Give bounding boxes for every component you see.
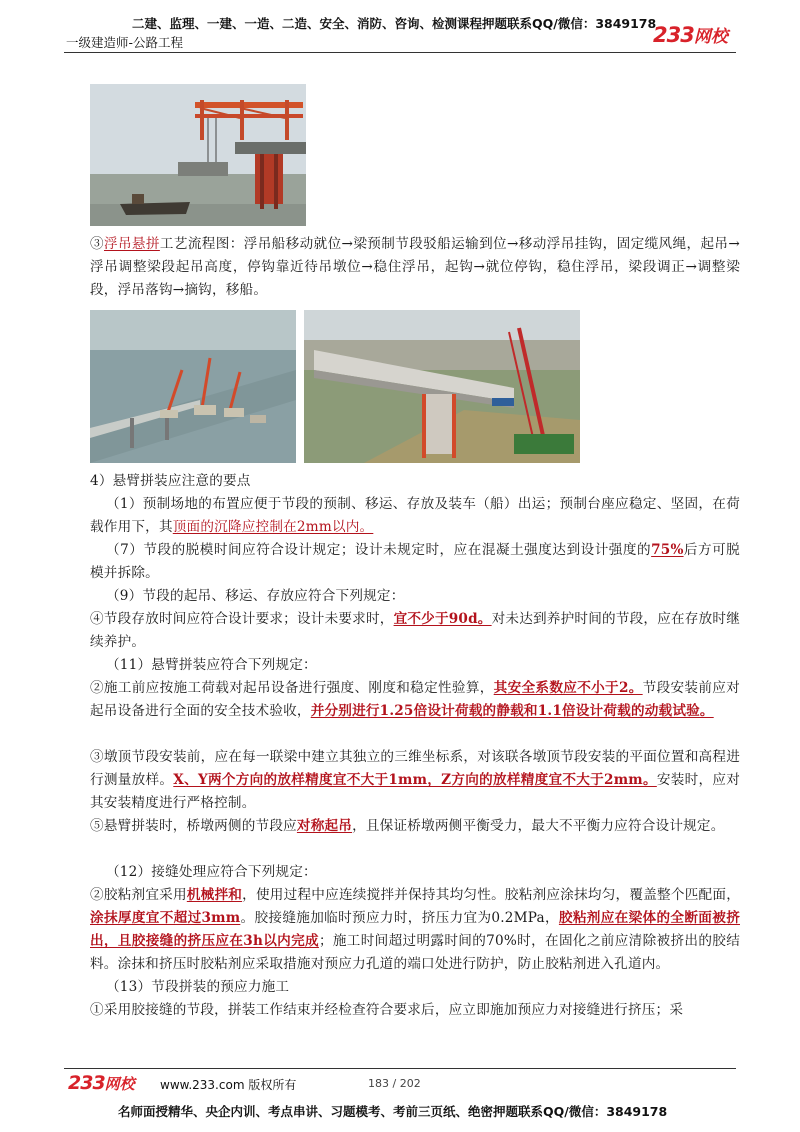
paragraph-item-9: （9）节段的起吊、移运、存放应符合下列规定： xyxy=(106,588,405,604)
photo-floating-crane-lift xyxy=(90,84,306,226)
paragraph-item-11-5: ⑤悬臂拼装时，桥墩两侧的节段应对称起吊，且保证桥墩两侧平衡受力，最大不平衡力应符合设计规定。 xyxy=(90,818,725,834)
highlight-symmetric-lift: 对称起吊 xyxy=(296,818,353,834)
footer-promo: 名师面授精华、央企内训、考点串讲、习题模考、考前三页纸、绝密押题联系QQ/微信：3849178 xyxy=(118,1104,668,1119)
paragraph-item-11: （11）悬臂拼装应符合下列规定： xyxy=(106,657,317,673)
paragraph-item-11-3: ③墩顶节段安装前，应在每一联梁中建立其独立的三维坐标系，对该联各墩顶节段安装的平面位置和高程进行测量放样。X、Y两个方向的放样精度宜不大于1mm，Z方向的放样精度宜不大于2mm。安装时，应对其安装精度进行严格控制。 xyxy=(90,749,741,811)
highlight-90d: 宜不少于90d。 xyxy=(393,611,492,627)
paragraph-item-11-2: ②施工前应按施工荷载对起吊设备进行强度、刚度和稳定性验算，其安全系数应不小于2。节段安装前应对起吊设备进行全面的安全技术验收，并分别进行1.25倍设计荷载的静载和1.1倍设计荷载的动载试验。 xyxy=(90,680,740,719)
footer-divider xyxy=(64,1068,736,1069)
highlight-thickness: 涂抹厚度宜不超过3mm xyxy=(90,910,241,926)
paragraph-item-13-1: ①采用胶接缝的节段，拼装工作结束并经检查符合要求后，应立即施加预应力对接缝进行挤压；采 xyxy=(90,1002,684,1018)
highlight-safety-factor: 其安全系数应不小于2。 xyxy=(493,680,643,696)
highlight-settlement: 顶面的沉降应控制在2mm以内。 xyxy=(172,519,374,535)
header-subtitle: 一级建造师-公路工程 xyxy=(66,35,184,50)
photo-crane-ships xyxy=(90,310,296,463)
section-heading-cantilever-points: 4）悬臂拼装应注意的要点 xyxy=(90,473,251,489)
paragraph-floating-crane-process: ③浮吊悬拼工艺流程图：浮吊船移动就位→梁预制节段驳船运输到位→移动浮吊挂钩，固定缆风绳，起吊→浮吊调整梁段起吊高度，停钩靠近待吊墩位→稳住浮吊，起钩→就位停钩，稳住浮吊，梁段调正→调整梁段，浮吊落钩→摘钩，移船。 xyxy=(90,236,740,298)
brand-logo xyxy=(653,22,735,48)
page-number: 183 / 202 xyxy=(368,1077,421,1090)
highlight-floating-crane: 浮吊悬拼 xyxy=(103,236,160,252)
photo-cantilever-assembly xyxy=(304,310,580,463)
footer-logo: 233网校 xyxy=(68,1072,135,1094)
highlight-load-test: 并分别进行1.25倍设计荷载的静载和1.1倍设计荷载的动载试验。 xyxy=(310,703,714,719)
highlight-precision: X、Y两个方向的放样精度宜不大于1mm，Z方向的放样精度宜不大于2mm。 xyxy=(173,772,657,788)
paragraph-item-12-2: ②胶粘剂宜采用机械拌和，使用过程中应连续搅拌并保持其均匀性。胶粘剂应涂抹均匀，覆盖整个匹配面，涂抹厚度宜不超过3mm。胶接缝施加临时预应力时，挤压力宜为0.2MPa，胶粘剂应在梁体的全断面被挤出，且胶接缝的挤压应在3h以内完成；施工时间超过明露时间的70%时，在固化之前应清除被挤出的胶结料。涂抹和挤压时胶粘剂应采取措施对预应力孔道的端口处进行防护，防止胶粘剂进入孔道内。 xyxy=(90,887,740,972)
header-promo: 二建、监理、一建、一造、二造、安全、消防、咨询、检测课程押题联系QQ/微信：3849178 xyxy=(132,16,657,31)
paragraph-item-12: （12）接缝处理应符合下列规定： xyxy=(106,864,317,880)
highlight-mechanical-mix: 机械拌和 xyxy=(186,887,243,903)
paragraph-item-13: （13）节段拼装的预应力施工 xyxy=(106,979,290,995)
highlight-75-percent: 75% xyxy=(651,542,684,558)
paragraph-item-1: （1）预制场地的布置应便于节段的预制、移运、存放及装车（船）出运；预制台座应稳定、坚固，在荷载作用下，其顶面的沉降应控制在2mm以内。 xyxy=(90,496,740,535)
footer-copyright: www.233.com 版权所有 xyxy=(160,1078,297,1092)
logo-number: 233 xyxy=(653,23,694,47)
paragraph-item-9-4: ④节段存放时间应符合设计要求；设计未要求时，宜不少于90d。对未达到养护时间的节段，应在存放时继续养护。 xyxy=(90,611,740,650)
logo-text: 网校 xyxy=(693,27,728,47)
header-divider xyxy=(64,52,736,53)
paragraph-item-7: （7）节段的脱模时间应符合设计规定；设计未规定时，应在混凝土强度达到设计强度的75%后方可脱模并拆除。 xyxy=(90,542,740,581)
highlight-squeeze-3h: 胶粘剂应在梁体的全断面被挤出，且胶接缝的挤压应在3h以内完成 xyxy=(90,910,740,949)
